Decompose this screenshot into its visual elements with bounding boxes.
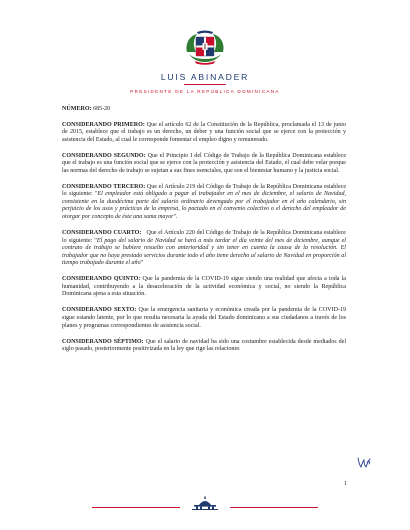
paragraph-septimo — [62, 339, 346, 354]
page-number: 1 — [344, 481, 347, 487]
palace-dome-icon — [188, 496, 222, 510]
paragraph-text: Que la pandemia de la COVID-19 sigue siendo una realidad que afecta a toda la humanidad, contribuyendo a la desaceleración de la actividad económica y social, no siendo la República Dominicana ajena a esta situación. — [62, 276, 346, 298]
paragraph-quote: El empleador está obligado a pagar al trabajador en el mes de diciembre, el salario de Navidad, consistente en la duodécima parte del salario ordinario devengado por el trabajador en el año calendario, sin perjuicio de los usos y prácticas de la empresa, lo pactado en el convenio colectivo o el derecho del empleador de otorgar por concepto de éste una suma mayor — [62, 191, 346, 221]
paragraph-heading: CONSIDERANDO QUINTO: — [62, 276, 141, 283]
paragraph-text: Que el salario de navidad ha sido una costumbre establecida desde mediados del siglo pasado, posteriormente positivizada en la ley que rige las relaciones — [62, 338, 346, 353]
paragraph-heading: CONSIDERANDO CUARTO: — [62, 230, 142, 237]
paragraph-text: Que la emergencia sanitaria y económica creada por la pandemia de la COVID-19 sigue estando latente, por lo que resulta necesaria la ayuda del Estado dominicano a sus ciudadanos a través de los planes y programas correspondientes de asistencia social. — [62, 307, 346, 329]
letterhead-subtitle: PRESIDENTE DE LA REPÚBLICA DOMINICANA — [130, 89, 280, 94]
handwritten-initials — [356, 455, 372, 469]
paragraph-heading: CONSIDERANDO SEGUNDO: — [62, 152, 146, 159]
paragraph-text: Que el artículo 62 de la Constitución de la República, proclamada el 13 de junio de 2015, establece que el trabajo es un derecho, un deber y una función social que se ejerce con la protección y asistencia del Estado, al cual le corresponde fomentar el empleo digno y remunerado. — [62, 121, 346, 143]
decree-number-value: 685-20 — [93, 106, 111, 112]
letterhead-rule — [184, 84, 226, 85]
paragraph-text: Que el Principio I del Código de Trabajo de la República Dominicana establece que el trabajo es una función social que se ejerce con la protección y asistencia del Estado, el cual debe velar porque las normas del derecho de trabajo se sujetan a sus fines esenciales, que son el bienestar humano y la justicia social. — [62, 152, 347, 174]
decree-number — [62, 106, 346, 114]
footer-rule-left — [92, 507, 180, 508]
document-body — [62, 106, 346, 362]
paragraph-quote: El pago del salario de Navidad se hará a más tardar el día veinte del mes de diciembre, aunque el contrato de trabajo se hubiere resuelto con anterioridad y sin tener en cuenta la causa de la resolución. El trabajador que no haya prestado servicios durante todo el año tiene derecho al salario de Navidad en proporción al tiempo trabajado durante el año — [62, 237, 346, 267]
paragraph-primero — [62, 122, 346, 145]
paragraph-tail: " — [140, 260, 144, 267]
paragraph-heading: CONSIDERANDO SÉPTIMO: — [62, 338, 144, 345]
paragraph-heading: CONSIDERANDO TERCERO: — [62, 183, 146, 190]
footer-rule-right — [230, 507, 318, 508]
paragraph-heading: CONSIDERANDO PRIMERO: — [62, 121, 145, 128]
decree-number-label: NÚMERO: — [62, 106, 92, 112]
paragraph-tercero — [62, 184, 346, 222]
paragraph-text: Que el Artículo 219 del Código de Trabajo de la República Dominicana establece lo siguiente: " — [62, 183, 347, 198]
paragraph-segundo — [62, 153, 346, 176]
letterhead-name: LUIS ABINADER — [160, 72, 250, 82]
paragraph-sexto — [62, 307, 346, 330]
paragraph-tail: ". — [173, 214, 178, 221]
paragraph-text: Que el Artículo 220 del Código de Trabajo de la República Dominicana establece lo siguiente: " — [62, 230, 348, 244]
paragraph-cuarto — [62, 230, 346, 268]
paragraph-heading: CONSIDERANDO SEXTO: — [62, 307, 137, 314]
coat-of-arms-icon — [183, 30, 227, 66]
paragraph-quinto — [62, 276, 346, 299]
